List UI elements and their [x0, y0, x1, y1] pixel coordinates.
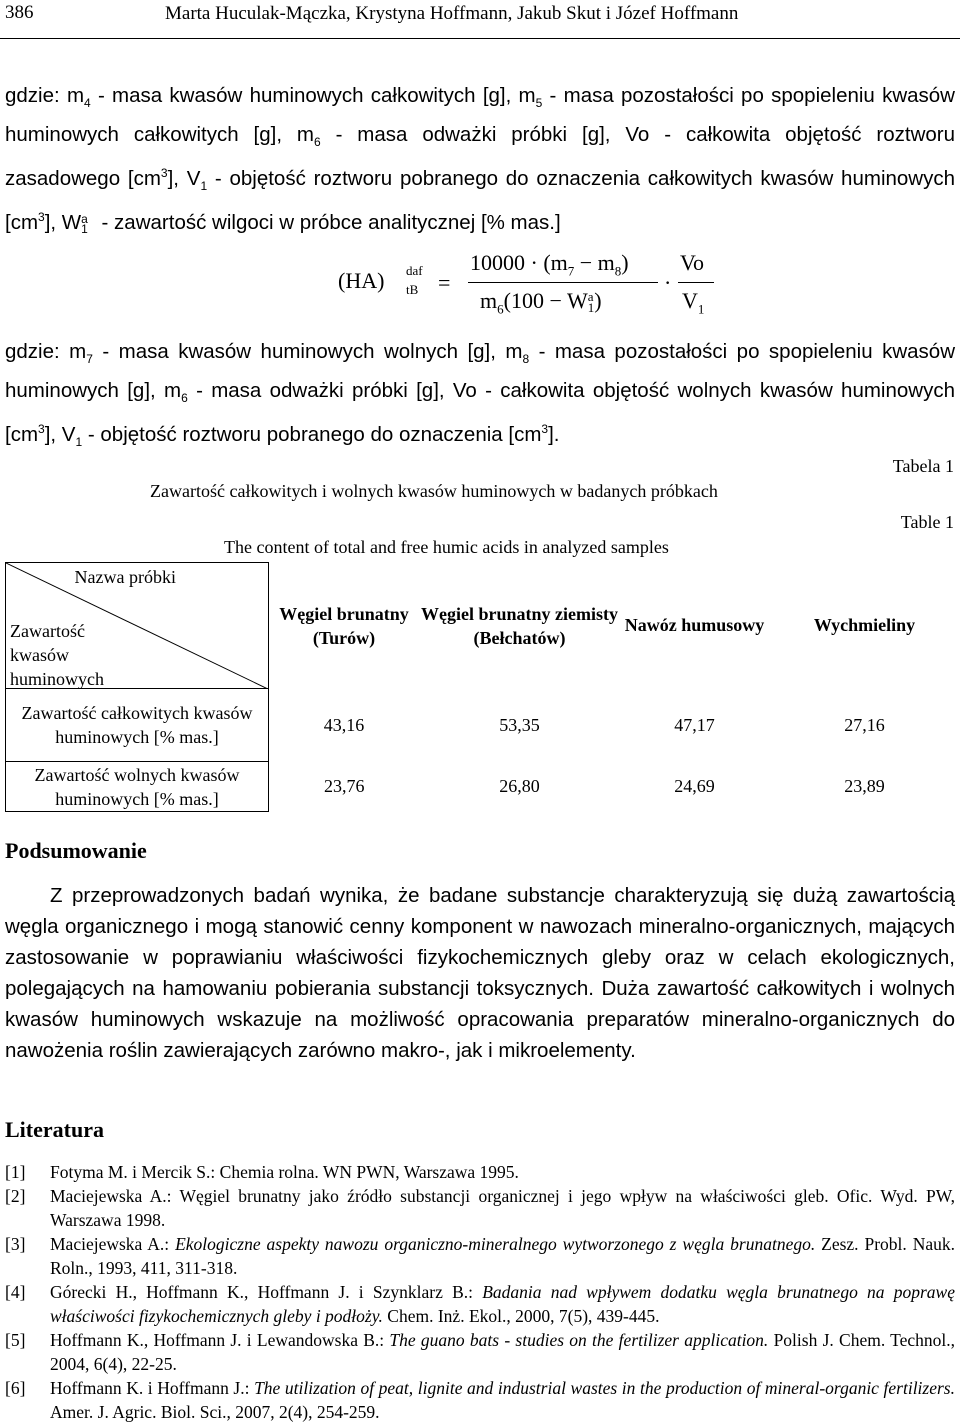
- cell-value: 47,17: [674, 714, 715, 735]
- col-header-wychmieliny: Wychmieliny: [813, 615, 916, 635]
- formula-free-humic-acids: (HA) daf tB = $10000 \cdot (m_7 - m_8)$ $m_6(100 - W$ a 1 ) · Vo $V_1$: [338, 250, 738, 330]
- cell-value: 26,80: [499, 776, 540, 796]
- cell-value: 23,76: [324, 776, 365, 796]
- reference-item: [1] Fotyma M. i Mercik S.: Chemia rolna. WN PWN, Warszawa 1995.: [5, 1162, 519, 1182]
- cell-value: 53,35: [499, 714, 540, 735]
- table-label-pl: Tabela 1: [892, 456, 954, 476]
- reference-item: [6] Hoffmann K. i Hoffmann J.: The utilization of peat, lignite and industrial wastes in the production of mineral-organic fertilizers. Amer. J. Agric. Biol. Sci., 2007, 2(4), 254-259.: [5, 1378, 955, 1422]
- reference-item: [5] Hoffmann K., Hoffmann J. i Lewandowska B.: The guano bats - studies on the fertilizer application. Polish J. Chem. Technol., 2004, 6(4), 22-25.: [5, 1330, 956, 1374]
- cell-value: 23,89: [844, 776, 885, 796]
- fraction-bar-v: [678, 282, 714, 283]
- section-heading-literature: Literatura: [5, 1117, 104, 1142]
- row-label: Zawartość wolnych kwasów huminowych [% mas.]: [6, 762, 269, 812]
- header-rule: [0, 38, 960, 39]
- paragraph-definitions-2: gdzie: $m_7$ - masa kwasów huminowych wolnych [g], $m_8$ - masa pozostałości po spopieleniu kwasów huminowych [g], $m_6$ - masa odważki próbki [g], Vo - całkowita objętość wolnych kwasów huminowych $[cm^3]$, $V_1$ - objętość roztworu pobranego do oznaczenia $[cm^3]$.: [5, 340, 955, 450]
- reference-item: [3] Maciejewska A.: Ekologiczne aspekty nawozu organiczno-mineralnego wytworzonego z węgla brunatnego. Zesz. Probl. Nauk. Roln., 1993, 411, 311-318.: [5, 1234, 955, 1278]
- paragraph-definitions-1: gdzie: $m_4$ - masa kwasów huminowych całkowitych [g], $m_5$ - masa pozostałości po spopieleniu kwasów huminowych całkowitych [g], $m_6$ - masa odważki próbki [g], Vo - całkowita objętość roztworu zasadowego $[cm^3]$, $V_1$ - objętość roztworu pobranego do oznaczenia całkowitych kwasów huminowych $[cm^3]$, W a 1 - zawartość wilgoci w próbce analitycznej [% mas.]: [5, 84, 956, 236]
- table-row: [6, 689, 960, 762]
- corner-label-sample: Nazwa próbki: [74, 567, 176, 587]
- cell-value: 43,16: [323, 714, 365, 735]
- corner-label-content: Zawartość kwasów huminowych: [10, 621, 104, 689]
- cell-value: 24,69: [674, 776, 715, 796]
- summary-paragraph: Z przeprowadzonych badań wynika, że badane substancje charakteryzują się dużą zawartością węgla organicznego i mogą stanowić cenny komponent w nawozach mineralno-organicznych, mających zastosowanie w poprawianiu właściwości fizykochemicznych gleby oraz w celach ekologicznych, polegających na hamowaniu pobierania substancji toksycznych. Duża zawartość całkowitych i wolnych kwasów huminowych wskazuje na możliwość opracowania preparatów mineralno-organicznych do nawożenia roślin zawierających zarówno makro-, jak i mikroelementy.: [5, 884, 955, 1062]
- table-caption-en: The content of total and free humic acids in analyzed samples: [224, 537, 669, 557]
- running-header: Marta Huculak-Mączka, Krystyna Hoffmann, Jakub Skut i Józef Hoffmann: [165, 3, 739, 24]
- fraction-bar: [468, 282, 658, 283]
- row-label: Zawartość całkowitych kwasów huminowych [% mas.]: [6, 689, 269, 762]
- table-label-en: Table 1: [900, 512, 954, 532]
- page-number: 386: [5, 2, 34, 23]
- table-row: [6, 762, 960, 812]
- cell-value: 27,16: [844, 714, 885, 735]
- table-corner-cell: [6, 563, 269, 689]
- reference-item: [4] Górecki H., Hoffmann K., Hoffmann J. i Szynklarz B.: Badania nad wpływem dodatku węgla brunatnego na poprawę właściwości fizykochemicznych gleby i podłoży. Chem. Inż. Ekol., 2000, 7(5), 439-445.: [5, 1282, 955, 1326]
- col-header-turow: Węgiel brunatny (Turów): [279, 603, 409, 648]
- reference-list: [5, 1160, 955, 1424]
- col-header-nawoz: Nawóz humusowy: [624, 615, 765, 635]
- section-heading-summary: Podsumowanie: [5, 838, 147, 863]
- humic-acids-table: [5, 562, 960, 812]
- reference-item: [2] Maciejewska A.: Węgiel brunatny jako źródło substancji organicznej i jego wpływ na właściwości gleb. Ofic. Wyd. PW, Warszawa 1998.: [5, 1186, 955, 1230]
- col-header-belchatow: Węgiel brunatny ziemisty (Bełchatów): [421, 603, 618, 648]
- table-caption-pl: Zawartość całkowitych i wolnych kwasów huminowych w badanych próbkach: [150, 481, 718, 501]
